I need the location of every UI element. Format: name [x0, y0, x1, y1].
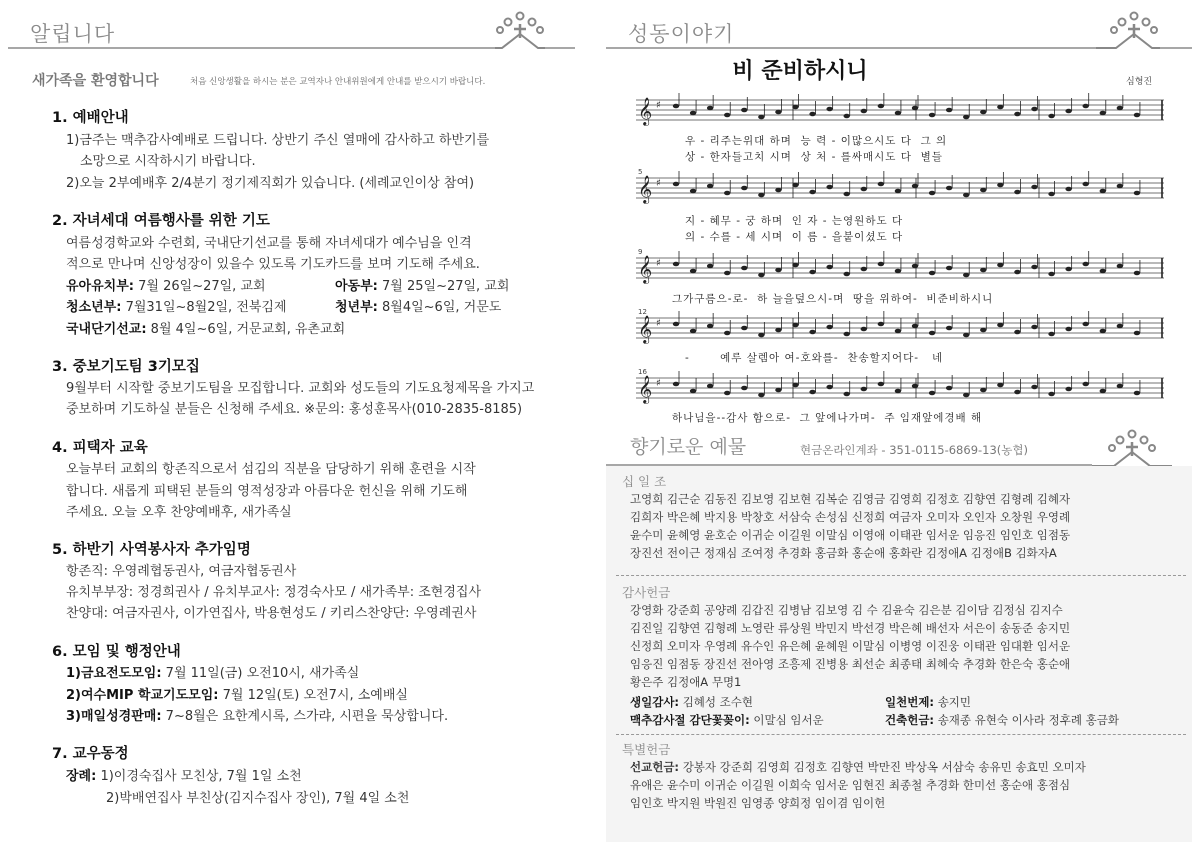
note-head [775, 268, 781, 273]
special-heading: 특별헌금 [622, 742, 671, 757]
note-head [1083, 382, 1089, 387]
note-head [758, 193, 764, 198]
note-head [792, 383, 798, 388]
note-head [895, 329, 901, 334]
note-head [758, 115, 764, 120]
key-signature-sharp: ♯ [656, 378, 661, 389]
treble-clef-icon: 𝄞 [638, 97, 653, 125]
thanks-names-row: 임응진 임점동 장진선 전아영 조흥제 진병용 최선순 최종태 최혜숙 추경화 한은숙 홍순애 [630, 657, 1071, 671]
note-head [775, 188, 781, 193]
body-line: 합니다. 새롭게 피택된 분들의 영적성장과 아름다운 헌신을 위해 기도해 [66, 484, 468, 499]
thanks-names-row: 강영화 강준희 공양례 김갑진 김병남 김보영 김 수 김윤숙 김은분 김이담 김정심 김지수 [630, 603, 1063, 617]
lyric-line: 우 - 리주는위대 하며 능 력 - 이많으시도 다 그 의 [685, 135, 948, 147]
note-head [690, 269, 696, 274]
note-head [741, 266, 747, 271]
note-head [861, 267, 867, 272]
measure-number: 9 [638, 248, 643, 256]
note-head [844, 192, 850, 197]
note-head [946, 108, 952, 113]
lyric-line: - 예루 살렘아 여-호와를- 찬송할지어다- 네 [685, 352, 944, 364]
note-head [809, 330, 815, 335]
note-head [1014, 190, 1020, 195]
note-head [929, 391, 935, 396]
measure-number: 16 [638, 368, 647, 376]
note-head [861, 327, 867, 332]
note-head [775, 328, 781, 333]
body-line: 유치부부장: 정경희권사 / 유치부교사: 정경숙사모 / 새가족부: 조현경집사 [66, 585, 482, 600]
schedule-item: 청년부: 8월4일~6일, 거문도 [335, 300, 502, 315]
note-head [1048, 392, 1054, 397]
note-head [1117, 106, 1123, 111]
note-head [861, 387, 867, 392]
key-signature-sharp: ♯ [656, 318, 661, 329]
note-head [861, 187, 867, 192]
lyric-line: 하나님을--감사 함으로- 그 앞에나가며- 주 임재앞에경배 해 [672, 412, 983, 424]
note-head [1065, 187, 1071, 192]
note-head [844, 392, 850, 397]
note-head [826, 265, 832, 270]
note-head [1031, 325, 1037, 330]
note-head [997, 263, 1003, 268]
note-head [1083, 262, 1089, 267]
note-head [673, 182, 679, 187]
note-head [963, 115, 969, 120]
note-head [724, 271, 730, 276]
note-head [946, 326, 952, 331]
funeral-line: 2)박배연집사 부친상(김지수집사 장인), 7월 4일 소천 [106, 791, 410, 806]
note-head [826, 107, 832, 112]
note-head [792, 323, 798, 328]
note-head [724, 191, 730, 196]
left-header-rule [8, 47, 495, 49]
section-heading-worship: 1. 예배안내 [52, 110, 129, 126]
key-signature-sharp: ♯ [656, 178, 661, 189]
staff [636, 248, 1164, 284]
song-title: 비 준비하시니 [732, 59, 868, 84]
note-head [1134, 331, 1140, 336]
note-head [1014, 330, 1020, 335]
note-head [1117, 384, 1123, 389]
note-head [895, 389, 901, 394]
note-head [1083, 104, 1089, 109]
note-head [690, 189, 696, 194]
note-head [724, 113, 730, 118]
note-head [929, 271, 935, 276]
note-head [878, 262, 884, 267]
note-head [1048, 114, 1054, 119]
note-head [1100, 111, 1106, 116]
note-head [741, 386, 747, 391]
section-heading-intercession: 3. 중보기도팀 3기모집 [52, 359, 200, 375]
tithe-heading: 십 일 조 [622, 474, 667, 489]
note-head [775, 388, 781, 393]
note-head [963, 333, 969, 338]
note-head [690, 329, 696, 334]
note-head [707, 384, 713, 389]
note-head [912, 384, 918, 389]
meeting-item: 3)매일성경판매: 7~8월은 요한계시록, 스가랴, 시편을 묵상합니다. [66, 709, 449, 724]
note-head [844, 272, 850, 277]
note-head [809, 270, 815, 275]
note-head [1083, 182, 1089, 187]
note-head [1134, 113, 1140, 118]
note-head [980, 268, 986, 273]
staff [636, 168, 1164, 204]
welcome-title: 새가족을 환영합니다 [32, 73, 159, 89]
note-head [826, 385, 832, 390]
tithe-names-row: 윤수미 윤혜영 윤호순 이귀순 이길원 이말심 이영애 이태관 임서운 임응진 임인호 임점동 [630, 528, 1071, 542]
divider [616, 734, 1186, 735]
measure-number: 5 [638, 168, 643, 176]
left-page-title: 알립니다 [30, 22, 116, 46]
song-composer: 심형진 [1126, 77, 1153, 87]
note-head [878, 322, 884, 327]
staff [636, 93, 1164, 126]
special-names-row: 임인호 박지원 박원진 임영종 양희정 임이겸 임이헌 [630, 796, 886, 810]
note-head [1117, 324, 1123, 329]
note-head [1048, 192, 1054, 197]
treble-clef-icon: 𝄞 [638, 175, 653, 203]
meeting-item: 1)금요전도모임: 7월 11일(금) 오전10시, 새가족실 [66, 666, 360, 681]
body-line: 9월부터 시작할 중보기도팀을 모집합니다. 교회와 성도들의 기도요청제목을 가지고 [66, 381, 535, 396]
schedule-item: 유아유치부: 7월 26일~27일, 교회 [66, 279, 266, 294]
note-head [1117, 184, 1123, 189]
note-head [844, 332, 850, 337]
note-head [690, 389, 696, 394]
note-head [758, 393, 764, 398]
note-head [929, 331, 935, 336]
note-head [980, 110, 986, 115]
body-line: 적으로 만나며 신앙성장이 있을수 있도록 기도카드를 보며 기도해 주세요. [66, 257, 480, 272]
note-head [741, 108, 747, 113]
left-header-rule-end [545, 47, 575, 49]
note-head [997, 323, 1003, 328]
thanks-names-row: 김진일 김향연 김형례 노영란 류상원 박민지 박선경 박은혜 배선자 서은이 송동준 송지민 [630, 621, 1071, 635]
note-head [980, 188, 986, 193]
note-head [724, 391, 730, 396]
note-head [758, 333, 764, 338]
lyric-line: 상 - 한자들고치 시며 상 처 - 를싸매시도 다 별들 [685, 151, 943, 163]
note-head [1117, 264, 1123, 269]
right-page-title: 성동이야기 [628, 22, 735, 46]
note-head [929, 191, 935, 196]
note-head [741, 326, 747, 331]
lyric-line: 지 - 혜무 - 궁 하며 인 자 - 는영원하도 다 [685, 215, 904, 227]
offering-account: 현금온라인계좌 - 351-0115-6869-13(농협) [800, 443, 1028, 457]
note-head [724, 331, 730, 336]
note-head [673, 382, 679, 387]
note-head [690, 111, 696, 116]
note-head [792, 263, 798, 268]
note-head [878, 382, 884, 387]
note-head [929, 113, 935, 118]
special-names-row: 선교헌금: 강봉자 강준희 김영희 김정호 김향연 박만진 박상옥 서삼숙 송유민 송효민 오미자 [630, 760, 1086, 774]
note-head [1048, 272, 1054, 277]
funeral-line: 장례: 1)이경숙집사 모친상, 7월 1일 소천 [66, 769, 302, 784]
church-logo-icon [1092, 426, 1172, 468]
note-head [1100, 189, 1106, 194]
note-head [1031, 185, 1037, 190]
note-head [1048, 332, 1054, 337]
section-heading-summer-prayer: 2. 자녀세대 여름행사를 위한 기도 [52, 213, 270, 229]
staff [636, 308, 1164, 344]
note-head [1031, 107, 1037, 112]
schedule-item: 아동부: 7월 25일~27일, 교회 [335, 279, 510, 294]
note-head [809, 390, 815, 395]
measure-number: 12 [638, 308, 647, 316]
key-signature-sharp: ♯ [656, 258, 661, 269]
offering-title: 향기로운 예물 [630, 436, 747, 458]
note-head [1014, 270, 1020, 275]
note-head [844, 114, 850, 119]
key-signature-sharp: ♯ [656, 100, 661, 111]
thanks-heading: 감사헌금 [622, 585, 671, 600]
tithe-names-row: 고영희 김근순 김동진 김보영 김보현 김복순 김영금 김영희 김정호 김향연 김형례 김혜자 [630, 492, 1071, 506]
note-head [963, 393, 969, 398]
note-head [1134, 391, 1140, 396]
note-head [673, 262, 679, 267]
note-head [912, 184, 918, 189]
note-head [895, 269, 901, 274]
note-head [1065, 327, 1071, 332]
thanks-names-row: 신정희 오미자 우영례 유수인 유은혜 윤혜원 이말심 이병영 이진웅 이태관 임대환 임서운 [630, 639, 1071, 653]
section-heading-member-news: 7. 교우동정 [52, 746, 129, 762]
body-line: 찬양대: 여금자권사, 이가연집사, 박용현성도 / 키리스찬양단: 우영례권사 [66, 606, 477, 621]
body-line: 2)오늘 2부예배후 2/4분기 정기제직회가 있습니다. (세례교인이상 참여) [66, 176, 475, 191]
birthday-thanks: 생일감사: 김혜성 조수현 [630, 695, 754, 709]
treble-clef-icon: 𝄞 [638, 255, 653, 283]
note-head [980, 388, 986, 393]
body-line: 소망으로 시작하시기 바랍니다. [80, 154, 256, 169]
note-head [946, 186, 952, 191]
note-head [912, 106, 918, 111]
note-head [809, 190, 815, 195]
note-head [895, 111, 901, 116]
note-head [946, 266, 952, 271]
note-head [1031, 385, 1037, 390]
note-head [997, 383, 1003, 388]
church-logo-icon [1094, 8, 1174, 50]
schedule-item: 국내단기선교: 8월 4일~6일, 거문교회, 유촌교회 [66, 322, 346, 337]
thousand-offering: 일천번제: 송지민 [885, 695, 972, 709]
note-head [1083, 322, 1089, 327]
tithe-names-row: 김희자 박은혜 박지용 박창호 서삼숙 손성심 신정희 여금자 오미자 오인자 오창원 우영례 [630, 510, 1071, 524]
body-line: 항존직: 우영례협동권사, 여금자협동권사 [66, 564, 297, 579]
note-head [1100, 269, 1106, 274]
note-head [895, 189, 901, 194]
note-head [1134, 191, 1140, 196]
note-head [826, 325, 832, 330]
note-head [912, 324, 918, 329]
note-head [826, 185, 832, 190]
note-head [792, 183, 798, 188]
note-head [673, 104, 679, 109]
body-line: 오늘부터 교회의 항존직으로서 섬김의 직분을 담당하기 위해 훈련을 시작 [66, 462, 476, 477]
thanks-names-row: 황은주 김정애A 무명1 [630, 675, 742, 689]
section-heading-meetings: 6. 모임 및 행정안내 [52, 644, 181, 660]
special-names-row: 유애은 윤수미 이귀순 이길원 이희숙 임서운 임현진 최종철 추경화 한미선 홍순애 홍점심 [630, 778, 1071, 792]
note-head [1100, 389, 1106, 394]
schedule-item: 청소년부: 7월31일~8월2일, 전북김제 [66, 300, 287, 315]
note-head [792, 105, 798, 110]
note-head [912, 264, 918, 269]
note-head [673, 322, 679, 327]
note-head [707, 324, 713, 329]
lyric-line: 의 - 수를 - 세 시며 이 름 - 을붙이셨도 다 [685, 231, 904, 243]
welcome-note: 처음 신앙생활을 하시는 분은 교역자나 안내위원에게 안내를 받으시기 바랍니다. [190, 77, 486, 87]
note-head [963, 193, 969, 198]
meeting-item: 2)여수MIP 학교기도모임: 7월 12일(토) 오전7시, 소예배실 [66, 688, 408, 703]
note-head [1065, 387, 1071, 392]
staff [636, 368, 1164, 404]
note-head [707, 106, 713, 111]
note-head [997, 183, 1003, 188]
body-line: 주세요. 오늘 오후 찬양예배후, 새가족실 [66, 505, 292, 520]
section-heading-elect-training: 4. 피택자 교육 [52, 440, 148, 456]
note-head [1065, 267, 1071, 272]
section-heading-volunteers: 5. 하반기 사역봉사자 추가임명 [52, 542, 251, 558]
treble-clef-icon: 𝄞 [638, 375, 653, 403]
note-head [861, 109, 867, 114]
church-logo-icon [480, 8, 560, 50]
note-head [758, 273, 764, 278]
note-head [1014, 390, 1020, 395]
body-line: 중보하며 기도하실 분들은 신청해 주세요. ※문의: 홍성훈목사(010-2835-8185) [66, 402, 523, 417]
note-head [878, 182, 884, 187]
note-head [1065, 109, 1071, 114]
thanksgiving-flowers: 맥추감사절 감단꽃꽂이: 이말심 임서운 [630, 713, 824, 727]
note-head [980, 328, 986, 333]
note-head [1100, 329, 1106, 334]
treble-clef-icon: 𝄞 [638, 315, 653, 343]
body-line: 여름성경학교와 수련회, 국내단기선교를 통해 자녀세대가 예수님을 인격 [66, 236, 472, 251]
body-line: 1)금주는 맥추감사예배로 드립니다. 상반기 주신 열매에 감사하고 하반기를 [66, 133, 490, 148]
note-head [775, 110, 781, 115]
note-head [878, 104, 884, 109]
lyric-line: 그가구름으-로- 하 늘을덮으시-며 땅을 위하여- 비준비하시니 [672, 293, 994, 305]
note-head [946, 386, 952, 391]
right-header-rule-end [1160, 47, 1192, 49]
note-head [741, 186, 747, 191]
note-head [1134, 271, 1140, 276]
note-head [707, 264, 713, 269]
building-offering: 건축헌금: 송재종 유현숙 이사라 정후례 홍금화 [885, 713, 1119, 727]
divider [616, 575, 1186, 576]
note-head [1014, 112, 1020, 117]
note-head [809, 112, 815, 117]
note-head [1031, 265, 1037, 270]
note-head [963, 273, 969, 278]
right-header-rule [606, 47, 1096, 49]
note-head [997, 105, 1003, 110]
note-head [707, 184, 713, 189]
tithe-names-row: 장진선 전이근 정재심 조여정 추경화 홍금화 홍순애 홍화란 김정애A 김정애B 김화자A [630, 546, 1057, 560]
